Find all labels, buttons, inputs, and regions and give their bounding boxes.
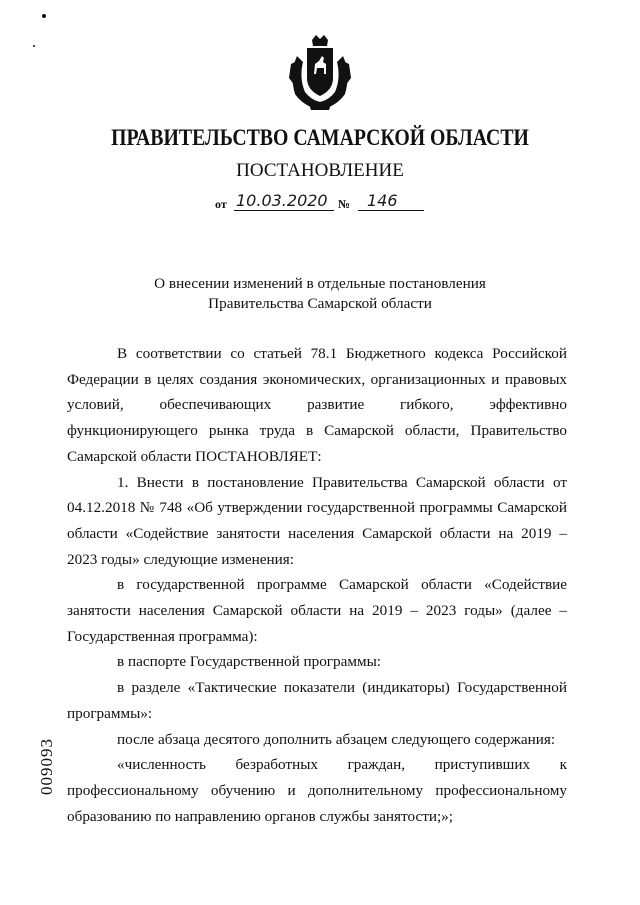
registration-stamp-number: 009093	[37, 738, 56, 795]
paragraph: В соответствии со статьей 78.1 Бюджетного кодекса Российской Федерации в целях создания экономических, организационных и правовых условий, обеспечивающих развитие гибкого, эффективно функционирующего рынка труда в Самарской области, Правительство Самарской области ПОСТАНОВЛЯЕТ:	[67, 345, 567, 465]
date-from-label: от	[215, 197, 227, 211]
paragraph: в государственной программе Самарской области «Содействие занятости населения Самарской области на 2019 – 2023 годы» (далее – Государственная программа):	[67, 576, 567, 645]
paragraph: в разделе «Тактические показатели (индикаторы) Государственной программы»:	[67, 679, 567, 722]
subject-line: О внесении изменений в отдельные постановления	[154, 275, 486, 292]
document-subject	[0, 274, 640, 314]
samara-coat-of-arms-icon	[285, 34, 355, 114]
dateline	[200, 191, 440, 215]
handwritten-date: 10.03.2020	[236, 191, 328, 210]
paragraph: в паспорте Государственной программы:	[117, 653, 382, 671]
document-body	[67, 341, 567, 829]
number-underline	[358, 210, 424, 211]
paragraph: «численность безработных граждан, приступивших к профессиональному обучению и дополнительному профессиональному образованию по направлению органов службы занятости;»;	[67, 756, 567, 825]
document-type: ПОСТАНОВЛЕНИЕ	[236, 160, 404, 181]
scan-speck	[33, 45, 35, 47]
number-label: №	[338, 197, 351, 211]
scan-speck	[42, 14, 46, 18]
paragraph: 1. Внести в постановление Правительства Самарской области от 04.12.2018 № 748 «Об утверждении государственной программы Самарской области «Содействие занятости населения Самарской области на 2019 – 2023 годы» следующие изменения:	[67, 473, 567, 568]
handwritten-number: 146	[367, 191, 398, 210]
date-underline	[234, 210, 334, 211]
subject-line: Правительства Самарской области	[208, 295, 432, 312]
paragraph: после абзаца десятого дополнить абзацем следующего содержания:	[117, 730, 556, 748]
government-title: ПРАВИТЕЛЬСТВО САМАРСКОЙ ОБЛАСТИ	[111, 125, 529, 150]
